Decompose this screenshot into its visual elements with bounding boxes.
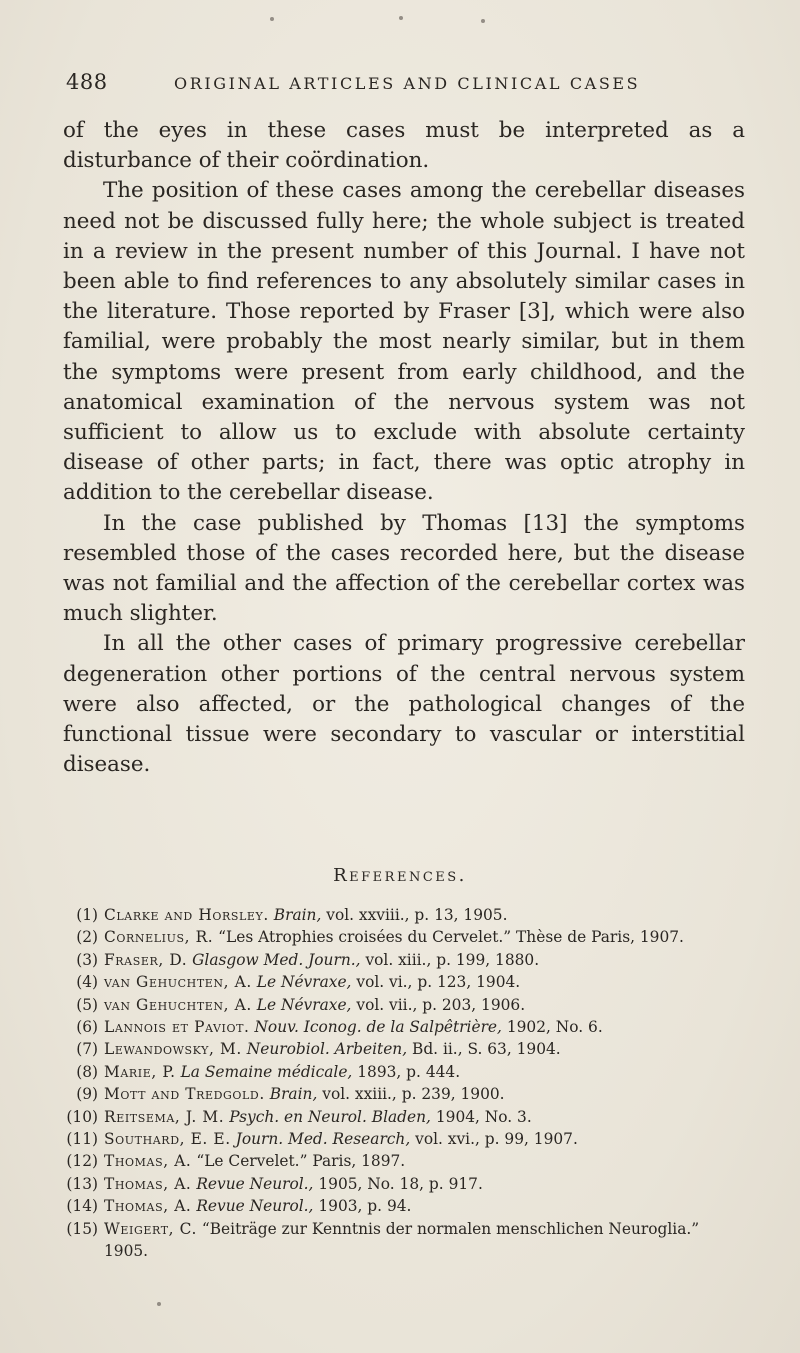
reference-author: van Gehuchten, A. [104, 995, 252, 1014]
reference-text [104, 1128, 742, 1150]
reference-number: (11) [66, 1130, 98, 1149]
reference-author: Weigert, C. [104, 1219, 197, 1238]
reference-details: 1903, p. 94. [318, 1197, 412, 1216]
reference-item [62, 1038, 742, 1060]
reference-item [62, 994, 742, 1016]
reference-details: vol. xxiii., p. 239, 1900. [322, 1085, 505, 1104]
paragraph: In all the other cases of primary progressive cerebellar degeneration other portions of the central nervous system were also affected, or the pathological changes of the functional tissue were secondary to vascular or interstitial disease. [63, 631, 745, 778]
reference-details: 1893, p. 444. [357, 1062, 461, 1081]
reference-text [104, 1195, 742, 1217]
reference-details: vol. xiii., p. 199, 1880. [365, 950, 540, 969]
reference-details: 1905, No. 18, p. 917. [318, 1174, 483, 1193]
reference-item [62, 1173, 742, 1195]
print-speck [270, 17, 274, 21]
reference-item [62, 1218, 742, 1263]
reference-number: (5) [76, 995, 98, 1014]
reference-number: (8) [76, 1062, 98, 1081]
reference-journal: Psych. en Neurol. Bladen, [229, 1107, 431, 1126]
reference-author: Lannois et Paviot. [104, 1018, 250, 1037]
reference-number: (10) [66, 1107, 98, 1126]
reference-details: “Les Atrophies croisées du Cervelet.” Thèse de Paris, 1907. [218, 928, 684, 947]
reference-journal: Nouv. Iconog. de la Salpêtrière, [254, 1018, 502, 1037]
reference-number: (3) [76, 950, 98, 969]
reference-details: “Le Cervelet.” Paris, 1897. [196, 1152, 406, 1171]
reference-text [104, 1061, 742, 1083]
reference-journal: Neurobiol. Arbeiten, [246, 1040, 408, 1059]
reference-details: 1904, No. 3. [435, 1107, 532, 1126]
reference-author: Fraser, D. [104, 950, 188, 969]
reference-item [62, 904, 742, 926]
reference-number: (13) [66, 1174, 98, 1193]
reference-item [62, 1016, 742, 1038]
reference-text [104, 1150, 742, 1172]
reference-details: vol. vii., p. 203, 1906. [356, 995, 526, 1014]
reference-details: 1902, No. 6. [506, 1018, 603, 1037]
reference-text [104, 994, 742, 1016]
print-speck [481, 19, 485, 23]
reference-number: (7) [76, 1040, 98, 1059]
reference-author: Cornelius, R. [104, 928, 214, 947]
references-list [62, 904, 742, 1263]
reference-journal: Glasgow Med. Journ., [192, 950, 361, 969]
reference-author: van Gehuchten, A. [104, 973, 252, 992]
reference-text [104, 971, 742, 993]
reference-text [104, 1106, 742, 1128]
paragraph: of the eyes in these cases must be interpreted as a disturbance of their coördination. [63, 118, 745, 174]
reference-number: (15) [66, 1219, 98, 1238]
reference-author: Southard, E. E. [104, 1130, 231, 1149]
reference-journal: Le Névraxe, [256, 995, 352, 1014]
reference-item [62, 1128, 742, 1150]
reference-author: Thomas, A. [104, 1152, 192, 1171]
reference-text [104, 1038, 742, 1060]
reference-journal: Brain, [269, 1085, 318, 1104]
reference-item [62, 971, 742, 993]
reference-number: (6) [76, 1018, 98, 1037]
reference-item [62, 1083, 742, 1105]
reference-item [62, 1061, 742, 1083]
reference-number: (1) [76, 906, 98, 924]
reference-text [104, 904, 742, 926]
reference-number: (9) [76, 1085, 98, 1104]
reference-text [104, 949, 742, 971]
reference-number: (12) [66, 1152, 98, 1171]
reference-author: Reitsema, J. M. [104, 1107, 225, 1126]
reference-item [62, 949, 742, 971]
reference-author: Marie, P. [104, 1062, 176, 1081]
print-speck [157, 1302, 161, 1306]
reference-details: Bd. ii., S. 63, 1904. [412, 1040, 561, 1059]
reference-details: vol. xvi., p. 99, 1907. [415, 1130, 578, 1149]
reference-journal: Le Névraxe, [256, 973, 352, 992]
reference-number: (14) [66, 1197, 98, 1216]
reference-journal: Revue Neurol., [196, 1197, 314, 1216]
print-speck [399, 16, 403, 20]
reference-text [104, 1016, 742, 1038]
reference-details: “Beiträge zur Kenntnis der normalen menschlichen Neuroglia.” 1905. [104, 1219, 700, 1261]
reference-item [62, 1195, 742, 1217]
running-head: ORIGINAL ARTICLES AND CLINICAL CASES [174, 74, 641, 93]
reference-details: vol. vi., p. 123, 1904. [356, 973, 521, 992]
reference-journal: La Semaine médicale, [180, 1062, 353, 1081]
reference-journal: Journ. Med. Research, [235, 1130, 411, 1149]
reference-item [62, 926, 742, 948]
reference-number: (4) [76, 973, 98, 992]
reference-author: Clarke and Horsley. [104, 906, 269, 924]
reference-details: vol. xxviii., p. 13, 1905. [326, 906, 508, 924]
reference-author: Thomas, A. [104, 1197, 192, 1216]
reference-author: Mott and Tredgold. [104, 1085, 265, 1104]
reference-author: Lewandowsky, M. [104, 1040, 242, 1059]
page-number: 488 [66, 70, 108, 94]
reference-journal: Revue Neurol., [196, 1174, 314, 1193]
reference-text [104, 1173, 742, 1195]
reference-journal: Brain, [273, 906, 322, 924]
reference-text [104, 1218, 742, 1263]
page-header [66, 70, 742, 100]
reference-author: Thomas, A. [104, 1174, 192, 1193]
reference-text [104, 1083, 742, 1105]
reference-text [104, 926, 742, 948]
references-heading: References. [333, 865, 467, 886]
reference-item [62, 1150, 742, 1172]
reference-number: (2) [76, 928, 98, 947]
paragraph: The position of these cases among the cerebellar diseases need not be discussed fully here; the whole subject is treated in a review in the present number of this Journal. I have not been able to find references to any absolutely similar cases in the literature. Those reported by Fraser [3], which were also familial, were probably the most nearly similar, but in them the symptoms were present from early childhood, and the anatomical examination of the nervous system was not sufficient to allow us to exclude with absolute certainty disease of other parts; in fact, there was optic atrophy in addition to the cerebellar disease. [63, 178, 745, 506]
article-body [63, 116, 745, 780]
paragraph: In the case published by Thomas [13] the symptoms resembled those of the cases recorded here, but the disease was not familial and the affection of the cerebellar cortex was much slighter. [63, 510, 745, 627]
reference-item [62, 1106, 742, 1128]
